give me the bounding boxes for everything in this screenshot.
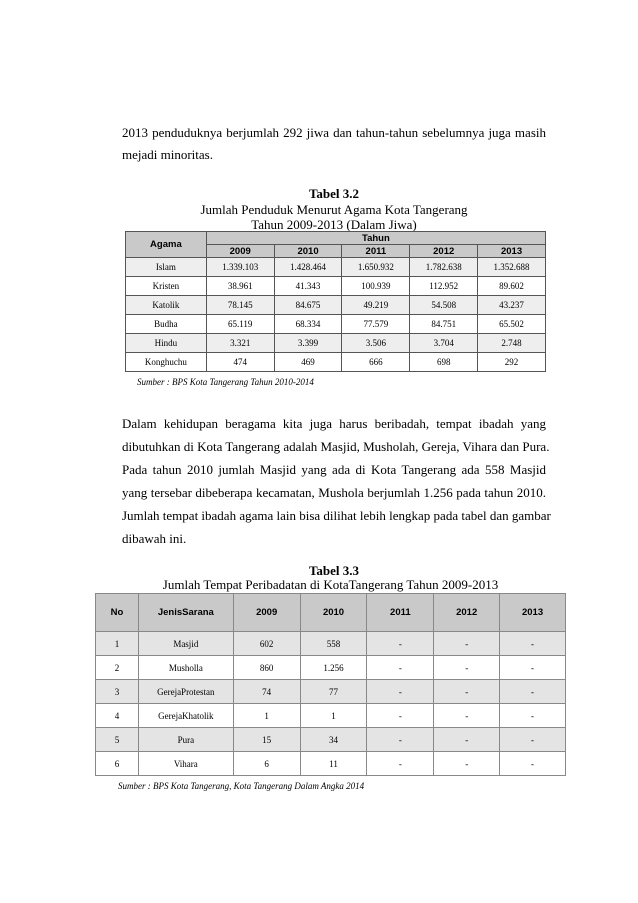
table1-source: Sumber : BPS Kota Tangerang Tahun 2010-2014 (137, 377, 314, 387)
type-cell: Vihara (138, 752, 233, 776)
religion-cell: Hindu (126, 334, 207, 353)
type-cell: Masjid (138, 632, 233, 656)
value-cell: - (434, 752, 500, 776)
value-cell: 34 (300, 728, 367, 752)
value-cell: - (434, 680, 500, 704)
value-cell: 77 (300, 680, 367, 704)
no-cell: 3 (96, 680, 139, 704)
value-cell: 1.256 (300, 656, 367, 680)
religion-cell: Konghuchu (126, 353, 207, 372)
value-cell: 68.334 (274, 315, 342, 334)
table1-subtitle-2: Tahun 2009-2013 (Dalam Jiwa) (251, 217, 417, 232)
header-year: 2010 (274, 245, 342, 258)
header-year: 2012 (410, 245, 478, 258)
value-cell: 49.219 (342, 296, 410, 315)
table2-source: Sumber : BPS Kota Tangerang, Kota Tangerang Dalam Angka 2014 (118, 781, 365, 791)
table-row (96, 728, 566, 752)
type-cell: GerejaKhatolik (138, 704, 233, 728)
value-cell: - (500, 632, 566, 656)
header-no: No (96, 594, 139, 632)
value-cell: - (367, 680, 434, 704)
type-cell: GerejaProtestan (138, 680, 233, 704)
value-cell: 100.939 (342, 277, 410, 296)
value-cell: 3.321 (206, 334, 274, 353)
value-cell: 15 (233, 728, 300, 752)
table-row (126, 353, 546, 372)
type-cell: Musholla (138, 656, 233, 680)
intro-line-2: mejadi minoritas. (122, 147, 213, 162)
value-cell: 602 (233, 632, 300, 656)
value-cell: - (500, 680, 566, 704)
body-line-2: dibutuhkan di Kota Tangerang adalah Masjid, Musholah, Gereja, Vihara dan Pura. (122, 439, 550, 454)
religion-cell: Islam (126, 258, 207, 277)
value-cell: 3.506 (342, 334, 410, 353)
header-year: 2010 (300, 594, 367, 632)
table-row (96, 656, 566, 680)
value-cell: 469 (274, 353, 342, 372)
body-line-4: yang tersebar dibeberapa kecamatan, Mushola berjumlah 1.256 pada tahun 2010. (122, 485, 546, 500)
value-cell: 74 (233, 680, 300, 704)
table-row (126, 315, 546, 334)
value-cell: 3.399 (274, 334, 342, 353)
value-cell: 65.119 (206, 315, 274, 334)
value-cell: - (500, 656, 566, 680)
value-cell: - (367, 656, 434, 680)
value-cell: 474 (206, 353, 274, 372)
header-tahun: Tahun (206, 232, 545, 245)
value-cell: - (367, 704, 434, 728)
religion-cell: Katolik (126, 296, 207, 315)
religion-cell: Budha (126, 315, 207, 334)
body-line-1: Dalam kehidupan beragama kita juga harus beribadah, tempat ibadah yang (122, 416, 546, 431)
value-cell: - (500, 728, 566, 752)
value-cell: 112.952 (410, 277, 478, 296)
value-cell: 6 (233, 752, 300, 776)
value-cell: - (434, 728, 500, 752)
value-cell: - (367, 752, 434, 776)
header-agama: Agama (126, 232, 207, 258)
value-cell: 54.508 (410, 296, 478, 315)
value-cell: - (367, 728, 434, 752)
body-line-5: Jumlah tempat ibadah agama lain bisa dilihat lebih lengkap pada tabel dan gambar (122, 508, 551, 523)
no-cell: 5 (96, 728, 139, 752)
table-row (126, 277, 546, 296)
header-year: 2011 (342, 245, 410, 258)
value-cell: 84.675 (274, 296, 342, 315)
value-cell: 2.748 (478, 334, 546, 353)
table-row (126, 334, 546, 353)
value-cell: 41.343 (274, 277, 342, 296)
value-cell: 78.145 (206, 296, 274, 315)
worship-places-table (95, 593, 566, 776)
value-cell: 1.339.103 (206, 258, 274, 277)
no-cell: 2 (96, 656, 139, 680)
value-cell: 43.237 (478, 296, 546, 315)
value-cell: 860 (233, 656, 300, 680)
value-cell: 666 (342, 353, 410, 372)
value-cell: - (434, 632, 500, 656)
header-jenis-sarana: JenisSarana (138, 594, 233, 632)
table-row (126, 296, 546, 315)
value-cell: - (500, 704, 566, 728)
religion-population-table (125, 231, 546, 372)
header-year: 2013 (500, 594, 566, 632)
header-year: 2012 (434, 594, 500, 632)
table1-subtitle-1: Jumlah Penduduk Menurut Agama Kota Tangerang (200, 202, 468, 217)
value-cell: 77.579 (342, 315, 410, 334)
value-cell: - (367, 632, 434, 656)
header-year: 2009 (233, 594, 300, 632)
value-cell: - (434, 704, 500, 728)
body-line-3: Pada tahun 2010 jumlah Masjid yang ada di Kota Tangerang ada 558 Masjid (122, 462, 546, 477)
value-cell: 1 (233, 704, 300, 728)
table2-subtitle: Jumlah Tempat Peribadatan di KotaTangerang Tahun 2009-2013 (162, 577, 499, 592)
table1-title: Tabel 3.2 (308, 186, 360, 201)
value-cell: 1.650.932 (342, 258, 410, 277)
value-cell: - (434, 656, 500, 680)
table-row (96, 704, 566, 728)
header-year: 2011 (367, 594, 434, 632)
value-cell: 558 (300, 632, 367, 656)
value-cell: 292 (478, 353, 546, 372)
value-cell: 89.602 (478, 277, 546, 296)
table-row (126, 258, 546, 277)
table-row (96, 680, 566, 704)
value-cell: 1.428.464 (274, 258, 342, 277)
type-cell: Pura (138, 728, 233, 752)
intro-line-1: 2013 penduduknya berjumlah 292 jiwa dan tahun-tahun sebelumnya juga masih (122, 125, 546, 140)
body-line-6: dibawah ini. (122, 531, 187, 546)
value-cell: - (500, 752, 566, 776)
value-cell: 3.704 (410, 334, 478, 353)
table-row (96, 632, 566, 656)
table2-title: Tabel 3.3 (308, 563, 360, 578)
value-cell: 38.961 (206, 277, 274, 296)
header-year: 2013 (478, 245, 546, 258)
table-row (96, 752, 566, 776)
value-cell: 1 (300, 704, 367, 728)
value-cell: 1.352.688 (478, 258, 546, 277)
religion-cell: Kristen (126, 277, 207, 296)
value-cell: 698 (410, 353, 478, 372)
value-cell: 84.751 (410, 315, 478, 334)
no-cell: 6 (96, 752, 139, 776)
no-cell: 4 (96, 704, 139, 728)
value-cell: 11 (300, 752, 367, 776)
value-cell: 1.782.638 (410, 258, 478, 277)
value-cell: 65.502 (478, 315, 546, 334)
header-year: 2009 (206, 245, 274, 258)
no-cell: 1 (96, 632, 139, 656)
